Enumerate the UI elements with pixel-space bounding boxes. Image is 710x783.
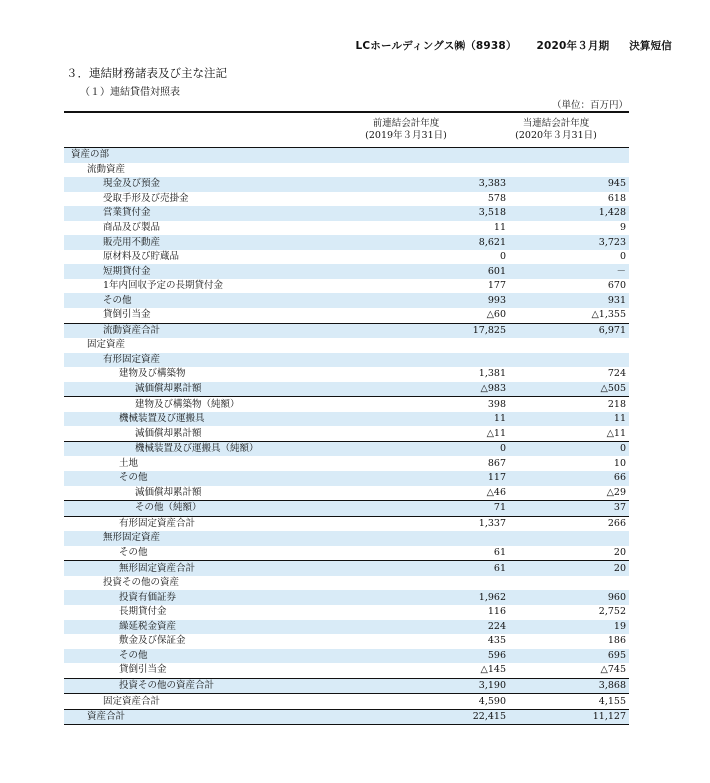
curr-year-value: 945 [509, 177, 629, 192]
row-label: 長期貸付金 [119, 606, 167, 618]
row-label: 短期貸付金 [64, 264, 378, 279]
curr-year-value: 618 [607, 192, 626, 204]
curr-year-value: 10 [613, 457, 626, 469]
column-header-row [64, 111, 629, 148]
row-label: 営業貸付金 [64, 206, 378, 221]
document-header [355, 38, 672, 53]
section-title: ３．連結財務諸表及び主な注記 [66, 66, 227, 80]
curr-year-value: 11 [509, 412, 629, 427]
prev-year-value: 596 [378, 649, 509, 664]
row-label: 貸倒引当金 [103, 309, 151, 321]
curr-year-value: △11 [606, 427, 626, 439]
curr-year-value: 6,971 [509, 323, 629, 338]
row-label: その他（純額） [64, 501, 378, 517]
prev-year-value: 3,190 [378, 678, 509, 694]
table-row [64, 308, 629, 323]
curr-year-value [509, 163, 629, 178]
row-label: 原材料及び貯蔵品 [103, 251, 180, 263]
curr-year-value: 0 [509, 441, 629, 456]
prev-year-value: 867 [487, 457, 506, 469]
curr-year-value: 218 [509, 397, 629, 412]
row-label: 繰延税金資産 [64, 620, 378, 635]
prev-year-value [378, 148, 509, 163]
table-row [64, 250, 629, 265]
row-label: 資産合計 [64, 709, 378, 725]
curr-year-value [509, 531, 629, 546]
row-label: その他 [119, 547, 148, 559]
row-label: 機械装置及び運搬具 [64, 412, 378, 427]
row-label: 1年内回収予定の長期貸付金 [103, 280, 224, 292]
curr-year-value: 186 [607, 635, 626, 647]
table-row [64, 441, 629, 456]
row-label: 土地 [119, 457, 139, 469]
row-label: その他 [64, 293, 378, 308]
prev-year-value: 11 [493, 222, 506, 233]
prev-year-value: 3,383 [378, 177, 509, 192]
prev-year-value: 17,825 [378, 323, 509, 338]
curr-year-value: △505 [509, 382, 629, 397]
row-label: 流動資産合計 [64, 323, 378, 338]
curr-year-value: 19 [509, 620, 629, 635]
row-label: 販売用不動産 [64, 235, 378, 250]
column-header-curr-date: (2020年３月31日) [515, 130, 597, 141]
table-row [64, 620, 629, 635]
prev-year-value: 1,962 [378, 590, 509, 605]
table-row [64, 148, 629, 163]
fiscal-period: 2020年３月期 [536, 40, 610, 52]
table-row [64, 546, 629, 561]
prev-year-value [378, 163, 509, 178]
prev-year-value: 11 [378, 412, 509, 427]
prev-year-value: 601 [378, 264, 509, 279]
table-row [64, 501, 629, 517]
curr-year-value: 266 [509, 516, 629, 531]
table-row [64, 678, 629, 694]
curr-year-value: 4,155 [509, 694, 629, 710]
table-row [64, 279, 629, 294]
prev-year-value: △145 [480, 664, 506, 676]
row-label: 貸倒引当金 [119, 664, 167, 676]
table-row [64, 590, 629, 605]
prev-year-value: △983 [378, 382, 509, 397]
curr-year-value: 37 [509, 501, 629, 517]
row-label: 受取手形及び売掛金 [103, 192, 189, 204]
curr-year-value: 960 [509, 590, 629, 605]
table-row [64, 367, 629, 382]
table-row [64, 486, 629, 501]
row-label: 減価償却累計額 [64, 382, 378, 397]
prev-year-value: 1,381 [478, 368, 506, 380]
table-row [64, 235, 629, 250]
prev-year-value: 3,518 [378, 206, 509, 221]
table-row [64, 709, 629, 725]
prev-year-value: 177 [487, 280, 506, 292]
company-name: LCホールディングス㈱（8938） [355, 40, 517, 52]
curr-year-value [509, 338, 629, 353]
prev-year-value: 0 [378, 441, 509, 456]
prev-year-value: 61 [493, 547, 506, 559]
curr-year-value: △1,355 [591, 309, 626, 321]
column-header-curr-title: 当連結会計年度 [522, 118, 590, 129]
prev-year-value: △11 [486, 427, 506, 439]
curr-year-value: 724 [607, 368, 626, 380]
unit-label: （単位：百万円） [551, 100, 628, 111]
curr-year-value: 11,127 [509, 709, 629, 725]
balance-sheet [64, 111, 629, 725]
curr-year-value: 20 [613, 547, 626, 559]
curr-year-value: 695 [509, 649, 629, 664]
prev-year-value: 61 [378, 561, 509, 576]
prev-year-value: 435 [487, 635, 506, 647]
row-label: 投資その他の資産合計 [64, 678, 378, 694]
row-label: 投資その他の資産 [103, 577, 180, 589]
curr-year-value: 20 [509, 561, 629, 576]
curr-year-value [509, 148, 629, 163]
curr-year-value: △29 [606, 486, 626, 498]
document-type: 決算短信 [629, 40, 672, 52]
row-label: 有形固定資産 [64, 353, 378, 368]
column-header-curr [496, 118, 616, 142]
curr-year-value: 3,723 [509, 235, 629, 250]
row-label: 投資有価証券 [64, 590, 378, 605]
table-row [64, 338, 629, 353]
table-row [64, 605, 629, 620]
curr-year-value: △745 [600, 664, 626, 676]
prev-year-value: 0 [499, 251, 506, 263]
row-label: 建物及び構築物 [119, 368, 186, 380]
table-row [64, 264, 629, 279]
row-label: 資産の部 [64, 148, 378, 163]
column-header-prev [346, 118, 466, 142]
row-label: 固定資産 [87, 339, 126, 351]
balance-sheet-body [64, 148, 629, 725]
prev-year-value: 71 [378, 501, 509, 517]
table-row [64, 576, 629, 591]
curr-year-value: 9 [619, 222, 626, 233]
prev-year-value [378, 338, 509, 353]
table-row [64, 397, 629, 412]
curr-year-value: 0 [619, 251, 626, 263]
curr-year-value: 3,868 [509, 678, 629, 694]
row-label: 敷金及び保証金 [119, 635, 186, 647]
prev-year-value: 993 [378, 293, 509, 308]
curr-year-value: － [509, 264, 629, 279]
prev-year-value [378, 353, 509, 368]
table-row [64, 649, 629, 664]
subsection-title: （１）連結貸借対照表 [80, 87, 180, 98]
row-label: 無形固定資産合計 [64, 561, 378, 576]
row-label: その他 [64, 649, 378, 664]
table-row [64, 694, 629, 710]
table-row [64, 177, 629, 192]
curr-year-value: 670 [607, 280, 626, 292]
table-row [64, 531, 629, 546]
table-row [64, 206, 629, 221]
table-row [64, 353, 629, 368]
curr-year-value: 66 [509, 471, 629, 486]
prev-year-value: 578 [487, 192, 506, 204]
table-row [64, 471, 629, 486]
table-row [64, 663, 629, 678]
prev-year-value: △46 [486, 486, 506, 498]
table-row [64, 516, 629, 531]
table-row [64, 293, 629, 308]
curr-year-value [509, 353, 629, 368]
row-label: 無形固定資産 [64, 531, 378, 546]
row-label: 現金及び預金 [64, 177, 378, 192]
table-row [64, 456, 629, 471]
row-label: 機械装置及び運搬具（純額） [64, 441, 378, 456]
row-label: 建物及び構築物（純額） [64, 397, 378, 412]
prev-year-value: 8,621 [378, 235, 509, 250]
table-row [64, 412, 629, 427]
column-header-prev-date: (2019年３月31日) [365, 130, 447, 141]
table-row [64, 634, 629, 649]
table-row [64, 192, 629, 207]
table-row [64, 221, 629, 236]
balance-sheet-table [64, 148, 629, 725]
table-row [64, 426, 629, 441]
table-row [64, 163, 629, 178]
prev-year-value [378, 576, 509, 591]
row-label: 固定資産合計 [64, 694, 378, 710]
row-label: 有形固定資産合計 [64, 516, 378, 531]
prev-year-value: 4,590 [378, 694, 509, 710]
curr-year-value: 1,428 [509, 206, 629, 221]
curr-year-value: 2,752 [598, 606, 626, 618]
prev-year-value: △60 [486, 309, 506, 321]
row-label: その他 [64, 471, 378, 486]
table-row [64, 323, 629, 338]
row-label: 減価償却累計額 [135, 427, 202, 439]
prev-year-value: 22,415 [378, 709, 509, 725]
row-label: 流動資産 [87, 163, 126, 175]
prev-year-value: 1,337 [378, 516, 509, 531]
table-row [64, 561, 629, 576]
column-header-prev-title: 前連結会計年度 [372, 118, 440, 129]
prev-year-value: 116 [487, 606, 506, 618]
prev-year-value: 117 [378, 471, 509, 486]
table-row [64, 382, 629, 397]
prev-year-value: 224 [378, 620, 509, 635]
curr-year-value [509, 576, 629, 591]
row-label: 商品及び製品 [103, 222, 161, 233]
prev-year-value: 398 [378, 397, 509, 412]
row-label: 減価償却累計額 [135, 486, 202, 498]
curr-year-value: 931 [509, 293, 629, 308]
prev-year-value [378, 531, 509, 546]
